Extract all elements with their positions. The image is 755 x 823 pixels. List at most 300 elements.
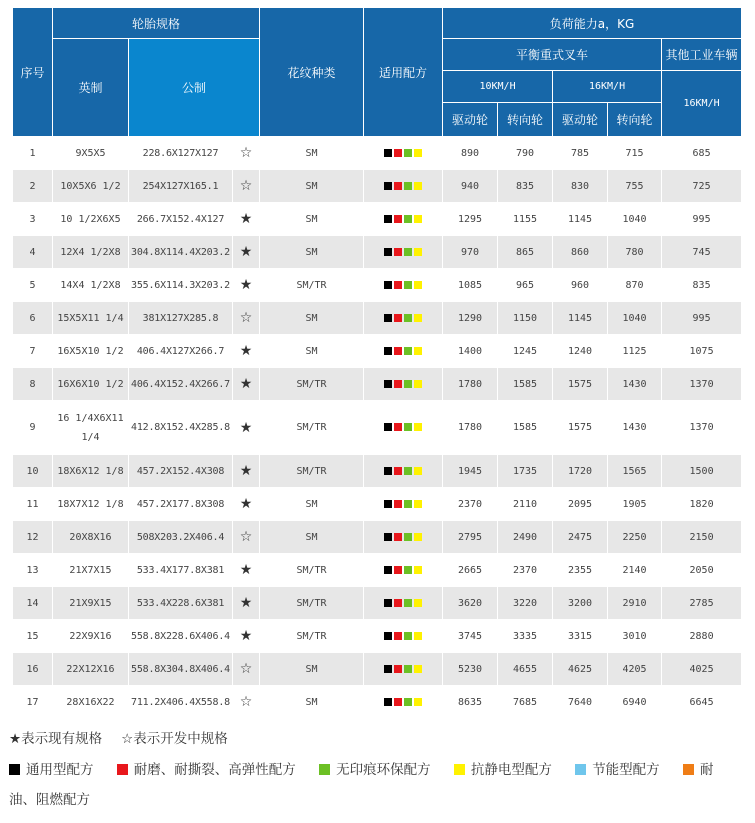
status-star-icon: ★: [233, 401, 260, 455]
compound-swatches: [364, 302, 443, 335]
imperial-size: 22X9X16: [53, 620, 129, 653]
compound-swatch-icon: [404, 215, 412, 223]
tread-type: SM: [260, 653, 364, 686]
load-drive-16: 1575: [553, 368, 608, 401]
status-star-icon: ★: [233, 620, 260, 653]
compound-swatch-icon: [404, 281, 412, 289]
status-star-icon: ★: [233, 455, 260, 488]
compound-swatches: [364, 269, 443, 302]
header-steer-wheel-16: 转向轮: [608, 103, 662, 137]
compound-swatch-icon: [384, 347, 392, 355]
load-steer-16: 2140: [608, 554, 662, 587]
load-other-16: 1370: [662, 401, 742, 455]
load-drive-10: 3745: [443, 620, 498, 653]
imperial-size: 12X4 1/2X8: [53, 236, 129, 269]
metric-size: 558.8X228.6X406.4: [129, 620, 233, 653]
compound-swatches: [364, 554, 443, 587]
compound-swatch-icon: [394, 599, 402, 607]
row-no: 8: [13, 368, 53, 401]
table-row: [13, 455, 742, 488]
status-star-icon: ★: [233, 269, 260, 302]
load-drive-16: 1720: [553, 455, 608, 488]
compound-swatch-icon: [404, 467, 412, 475]
load-drive-16: 1145: [553, 302, 608, 335]
header-other-vehicles: 其他工业车辆: [662, 39, 742, 71]
imperial-size: 9X5X5: [53, 137, 129, 170]
legend-label: 耐磨、耐撕裂、高弹性配方: [133, 762, 296, 778]
header-load-capacity: 负荷能力a，KG: [443, 8, 742, 39]
compound-swatch-icon: [384, 215, 392, 223]
load-steer-10: 865: [498, 236, 553, 269]
tread-type: SM/TR: [260, 269, 364, 302]
status-star-icon: ☆: [233, 302, 260, 335]
table-row: [13, 401, 742, 455]
row-no: 5: [13, 269, 53, 302]
compound-swatch-icon: [384, 380, 392, 388]
load-drive-10: 940: [443, 170, 498, 203]
load-steer-10: 3335: [498, 620, 553, 653]
compound-swatch-icon: [414, 281, 422, 289]
metric-size: 266.7X152.4X127: [129, 203, 233, 236]
load-steer-10: 1150: [498, 302, 553, 335]
metric-size: 457.2X152.4X308: [129, 455, 233, 488]
compound-swatch-icon: [384, 149, 392, 157]
load-steer-10: 2110: [498, 488, 553, 521]
header-tread: 花纹种类: [260, 8, 364, 137]
metric-size: 412.8X152.4X285.8: [129, 401, 233, 455]
row-no: 1: [13, 137, 53, 170]
orange-square-icon: [683, 764, 694, 775]
load-other-16: 1500: [662, 455, 742, 488]
load-drive-10: 2795: [443, 521, 498, 554]
row-no: 3: [13, 203, 53, 236]
status-star-icon: ★: [233, 368, 260, 401]
header-other-speed-16: 16KM/H: [662, 71, 742, 137]
load-drive-10: 890: [443, 137, 498, 170]
load-drive-10: 2370: [443, 488, 498, 521]
header-seq: 序号: [13, 8, 53, 137]
compound-swatch-icon: [414, 314, 422, 322]
compound-swatch-icon: [384, 248, 392, 256]
load-steer-16: 3010: [608, 620, 662, 653]
header-drive-wheel-10: 驱动轮: [443, 103, 498, 137]
table-row: [13, 137, 742, 170]
tread-type: SM: [260, 236, 364, 269]
load-drive-10: 1085: [443, 269, 498, 302]
load-other-16: 1075: [662, 335, 742, 368]
metric-size: 533.4X177.8X381: [129, 554, 233, 587]
load-other-16: 835: [662, 269, 742, 302]
metric-size: 228.6X127X127: [129, 137, 233, 170]
load-steer-16: 6940: [608, 686, 662, 719]
legend-developing: ☆表示开发中规格: [121, 731, 228, 747]
load-drive-16: 860: [553, 236, 608, 269]
table-row: [13, 170, 742, 203]
header-metric: 公制: [129, 39, 260, 137]
header-compound: 适用配方: [364, 8, 443, 137]
compound-swatches: [364, 203, 443, 236]
table-row: [13, 488, 742, 521]
load-other-16: 2880: [662, 620, 742, 653]
compound-swatch-icon: [394, 500, 402, 508]
imperial-size: 18X7X12 1/8: [53, 488, 129, 521]
tire-spec-table: [12, 7, 742, 719]
row-no: 2: [13, 170, 53, 203]
compound-swatches: [364, 137, 443, 170]
compound-swatch-icon: [394, 533, 402, 541]
table-row: [13, 554, 742, 587]
load-steer-16: 1565: [608, 455, 662, 488]
compound-swatch-icon: [384, 665, 392, 673]
compound-swatch-icon: [404, 182, 412, 190]
table-row: [13, 368, 742, 401]
green-square-icon: [319, 764, 330, 775]
table-row: [13, 302, 742, 335]
row-no: 6: [13, 302, 53, 335]
status-star-icon: ★: [233, 554, 260, 587]
compound-swatch-icon: [394, 281, 402, 289]
load-steer-10: 4655: [498, 653, 553, 686]
compound-swatch-icon: [404, 248, 412, 256]
compound-swatch-icon: [414, 599, 422, 607]
compound-swatch-icon: [394, 380, 402, 388]
compound-swatch-icon: [394, 423, 402, 431]
legend-compound-oil-flame: [683, 762, 714, 778]
metric-size: 533.4X228.6X381: [129, 587, 233, 620]
metric-size: 304.8X114.4X203.2: [129, 236, 233, 269]
load-steer-10: 1585: [498, 401, 553, 455]
compound-swatch-icon: [414, 665, 422, 673]
load-drive-16: 1240: [553, 335, 608, 368]
legend-label: 耐: [699, 762, 714, 778]
compound-swatch-icon: [414, 500, 422, 508]
tread-type: SM: [260, 686, 364, 719]
compound-swatches: [364, 686, 443, 719]
compound-swatch-icon: [404, 347, 412, 355]
metric-size: 406.4X152.4X266.7: [129, 368, 233, 401]
compound-swatch-icon: [384, 599, 392, 607]
compound-swatch-icon: [404, 380, 412, 388]
load-drive-16: 7640: [553, 686, 608, 719]
status-star-icon: ☆: [233, 170, 260, 203]
load-steer-10: 1245: [498, 335, 553, 368]
load-other-16: 1820: [662, 488, 742, 521]
compound-swatches: [364, 653, 443, 686]
load-steer-10: 7685: [498, 686, 553, 719]
load-drive-16: 960: [553, 269, 608, 302]
status-star-icon: ☆: [233, 686, 260, 719]
load-drive-10: 1780: [443, 368, 498, 401]
table-header: [13, 8, 742, 137]
black-square-icon: [9, 764, 20, 775]
compound-swatches: [364, 488, 443, 521]
load-steer-10: 790: [498, 137, 553, 170]
table-row: [13, 236, 742, 269]
tread-type: SM/TR: [260, 368, 364, 401]
header-imperial: 英制: [53, 39, 129, 137]
compound-swatch-icon: [404, 698, 412, 706]
load-other-16: 995: [662, 203, 742, 236]
load-steer-10: 1735: [498, 455, 553, 488]
tread-type: SM: [260, 488, 364, 521]
compound-swatches: [364, 587, 443, 620]
load-drive-16: 2475: [553, 521, 608, 554]
compound-swatch-icon: [414, 698, 422, 706]
load-drive-16: 830: [553, 170, 608, 203]
table-row: [13, 686, 742, 719]
row-no: 7: [13, 335, 53, 368]
tread-type: SM/TR: [260, 587, 364, 620]
load-other-16: 6645: [662, 686, 742, 719]
legend-compound-wrap: 油、阻燃配方: [9, 792, 90, 808]
table-row: [13, 521, 742, 554]
compound-swatch-icon: [414, 632, 422, 640]
status-star-icon: ★: [233, 236, 260, 269]
compound-swatch-icon: [404, 533, 412, 541]
compound-swatch-icon: [404, 566, 412, 574]
compound-swatch-icon: [394, 467, 402, 475]
compound-swatch-icon: [404, 314, 412, 322]
legend-compound-nonmarking: [319, 762, 431, 778]
compound-swatch-icon: [414, 182, 422, 190]
status-star-icon: ☆: [233, 653, 260, 686]
load-steer-16: 2910: [608, 587, 662, 620]
tread-type: SM: [260, 203, 364, 236]
compound-swatch-icon: [384, 698, 392, 706]
imperial-size: 15X5X11 1/4: [53, 302, 129, 335]
compound-swatch-icon: [404, 500, 412, 508]
legend-compound-antistatic: [454, 762, 552, 778]
tread-type: SM: [260, 521, 364, 554]
compound-swatches: [364, 455, 443, 488]
compound-swatch-icon: [414, 467, 422, 475]
header-counterbalanced-forklift: 平衡重式叉车: [443, 39, 662, 71]
compound-swatch-icon: [384, 566, 392, 574]
load-steer-16: 780: [608, 236, 662, 269]
table-row: [13, 335, 742, 368]
imperial-size: 14X4 1/2X8: [53, 269, 129, 302]
legend-existing: ★表示现有规格: [9, 731, 103, 747]
status-star-icon: ★: [233, 587, 260, 620]
load-drive-10: 970: [443, 236, 498, 269]
load-drive-10: 8635: [443, 686, 498, 719]
load-drive-16: 1575: [553, 401, 608, 455]
load-other-16: 2050: [662, 554, 742, 587]
compound-swatch-icon: [384, 314, 392, 322]
header-drive-wheel-16: 驱动轮: [553, 103, 608, 137]
load-drive-16: 2355: [553, 554, 608, 587]
lightblue-square-icon: [575, 764, 586, 775]
load-other-16: 4025: [662, 653, 742, 686]
compound-swatches: [364, 170, 443, 203]
load-drive-16: 4625: [553, 653, 608, 686]
metric-size: 406.4X127X266.7: [129, 335, 233, 368]
compound-swatch-icon: [404, 665, 412, 673]
compound-swatch-icon: [394, 149, 402, 157]
compound-swatch-icon: [384, 423, 392, 431]
imperial-size: 21X9X15: [53, 587, 129, 620]
compound-swatch-icon: [384, 533, 392, 541]
row-no: 4: [13, 236, 53, 269]
imperial-size: 20X8X16: [53, 521, 129, 554]
row-no: 12: [13, 521, 53, 554]
row-no: 10: [13, 455, 53, 488]
load-drive-10: 1400: [443, 335, 498, 368]
compound-swatches: [364, 401, 443, 455]
compound-swatch-icon: [394, 347, 402, 355]
load-other-16: 995: [662, 302, 742, 335]
compound-swatch-icon: [384, 182, 392, 190]
compound-swatch-icon: [394, 182, 402, 190]
imperial-size: 10X5X6 1/2: [53, 170, 129, 203]
compound-swatch-icon: [404, 632, 412, 640]
imperial-size: 18X6X12 1/8: [53, 455, 129, 488]
compound-swatch-icon: [414, 566, 422, 574]
compound-swatches: [364, 620, 443, 653]
metric-size: 355.6X114.3X203.2: [129, 269, 233, 302]
load-drive-10: 2665: [443, 554, 498, 587]
row-no: 14: [13, 587, 53, 620]
load-steer-16: 870: [608, 269, 662, 302]
header-steer-wheel-10: 转向轮: [498, 103, 553, 137]
load-other-16: 2150: [662, 521, 742, 554]
table-body: [13, 137, 742, 719]
imperial-size: 22X12X16: [53, 653, 129, 686]
row-no: 16: [13, 653, 53, 686]
load-drive-16: 785: [553, 137, 608, 170]
load-drive-10: 5230: [443, 653, 498, 686]
load-steer-16: 1040: [608, 203, 662, 236]
status-star-icon: ★: [233, 488, 260, 521]
compound-swatches: [364, 521, 443, 554]
compound-swatch-icon: [414, 248, 422, 256]
compound-swatch-icon: [414, 380, 422, 388]
imperial-size: 16X6X10 1/2: [53, 368, 129, 401]
row-no: 9: [13, 401, 53, 455]
status-star-icon: ★: [233, 335, 260, 368]
table-row: [13, 620, 742, 653]
tread-type: SM: [260, 302, 364, 335]
legend-compound-energy: [575, 762, 660, 778]
compound-swatch-icon: [414, 347, 422, 355]
header-tire-spec: 轮胎规格: [53, 8, 260, 39]
compound-swatch-icon: [384, 281, 392, 289]
table-row: [13, 653, 742, 686]
legend-label: 无印痕环保配方: [336, 762, 431, 778]
compound-swatch-icon: [384, 467, 392, 475]
load-steer-16: 1905: [608, 488, 662, 521]
imperial-size: 16 1/4X6X11 1/4: [53, 401, 129, 455]
load-steer-16: 715: [608, 137, 662, 170]
metric-size: 558.8X304.8X406.4: [129, 653, 233, 686]
load-steer-10: 835: [498, 170, 553, 203]
legend-label: 抗静电型配方: [470, 762, 552, 778]
compound-swatch-icon: [394, 566, 402, 574]
metric-size: 457.2X177.8X308: [129, 488, 233, 521]
imperial-size: 28X16X22: [53, 686, 129, 719]
load-drive-16: 3315: [553, 620, 608, 653]
load-steer-10: 1585: [498, 368, 553, 401]
metric-size: 381X127X285.8: [129, 302, 233, 335]
compound-swatch-icon: [414, 533, 422, 541]
imperial-size: 10 1/2X6X5: [53, 203, 129, 236]
compound-swatch-icon: [414, 423, 422, 431]
load-drive-16: 2095: [553, 488, 608, 521]
table-row: [13, 269, 742, 302]
load-steer-16: 4205: [608, 653, 662, 686]
load-drive-16: 1145: [553, 203, 608, 236]
load-other-16: 745: [662, 236, 742, 269]
compound-swatch-icon: [404, 149, 412, 157]
yellow-square-icon: [454, 764, 465, 775]
status-star-icon: ☆: [233, 137, 260, 170]
compound-swatches: [364, 335, 443, 368]
compound-swatch-icon: [384, 632, 392, 640]
imperial-size: 21X7X15: [53, 554, 129, 587]
compound-swatch-icon: [394, 248, 402, 256]
legend-label: 通用型配方: [26, 762, 94, 778]
load-other-16: 2785: [662, 587, 742, 620]
table-row: [13, 587, 742, 620]
load-drive-10: 1295: [443, 203, 498, 236]
load-steer-16: 1430: [608, 401, 662, 455]
metric-size: 508X203.2X406.4: [129, 521, 233, 554]
header-speed-16: 16KM/H: [553, 71, 662, 103]
compound-swatch-icon: [414, 149, 422, 157]
compound-swatch-icon: [414, 215, 422, 223]
row-no: 13: [13, 554, 53, 587]
load-steer-10: 965: [498, 269, 553, 302]
compound-swatch-icon: [394, 215, 402, 223]
status-star-icon: ☆: [233, 521, 260, 554]
status-star-icon: ★: [233, 203, 260, 236]
load-steer-16: 1040: [608, 302, 662, 335]
compound-swatch-icon: [394, 314, 402, 322]
load-steer-16: 1125: [608, 335, 662, 368]
metric-size: 711.2X406.4X558.8: [129, 686, 233, 719]
load-steer-16: 2250: [608, 521, 662, 554]
compound-swatches: [364, 236, 443, 269]
compound-swatch-icon: [394, 632, 402, 640]
load-steer-10: 2370: [498, 554, 553, 587]
tread-type: SM/TR: [260, 620, 364, 653]
tread-type: SM: [260, 137, 364, 170]
legend-label: 节能型配方: [592, 762, 660, 778]
load-steer-16: 755: [608, 170, 662, 203]
metric-size: 254X127X165.1: [129, 170, 233, 203]
tread-type: SM/TR: [260, 554, 364, 587]
red-square-icon: [117, 764, 128, 775]
compound-swatch-icon: [384, 500, 392, 508]
table-row: [13, 203, 742, 236]
load-drive-10: 1290: [443, 302, 498, 335]
tread-type: SM/TR: [260, 455, 364, 488]
tread-type: SM: [260, 170, 364, 203]
tread-type: SM/TR: [260, 401, 364, 455]
tread-type: SM: [260, 335, 364, 368]
load-steer-10: 1155: [498, 203, 553, 236]
row-no: 15: [13, 620, 53, 653]
legend-compounds: [9, 758, 713, 778]
load-other-16: 1370: [662, 368, 742, 401]
legend-stars: [9, 727, 228, 747]
load-drive-16: 3200: [553, 587, 608, 620]
load-steer-10: 3220: [498, 587, 553, 620]
imperial-size: 16X5X10 1/2: [53, 335, 129, 368]
compound-swatch-icon: [404, 599, 412, 607]
header-speed-10: 10KM/H: [443, 71, 553, 103]
compound-swatch-icon: [404, 423, 412, 431]
